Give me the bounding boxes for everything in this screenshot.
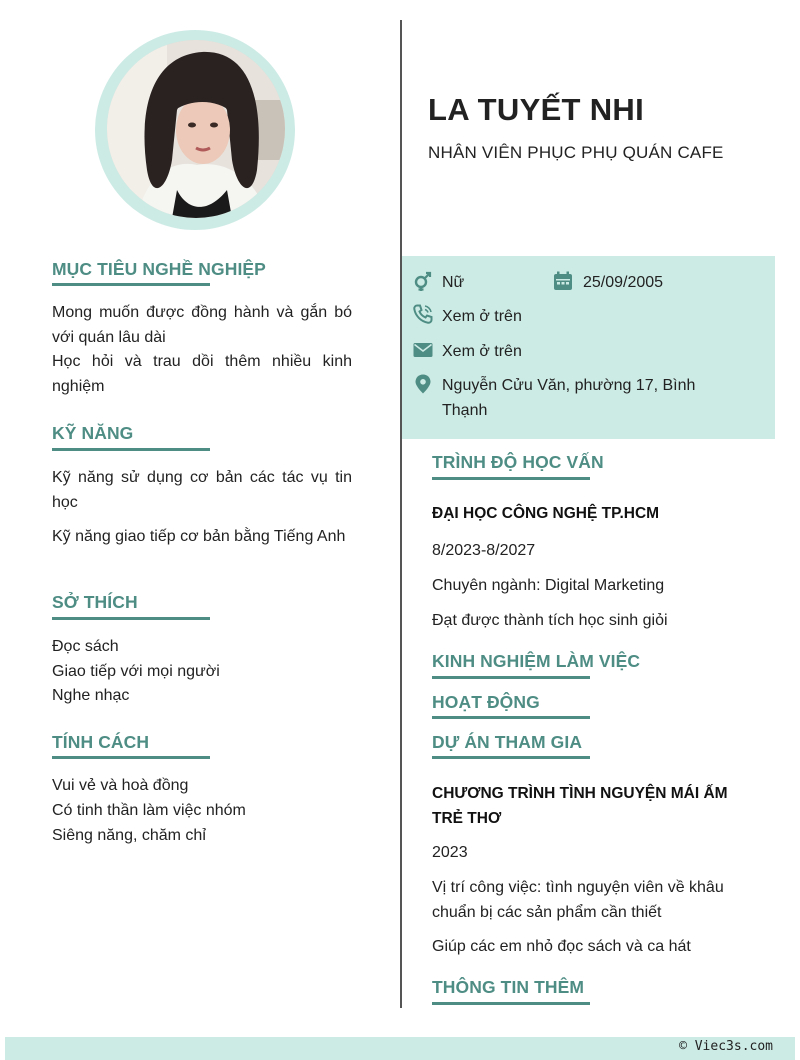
- personality-item: Có tinh thần làm việc nhóm: [52, 802, 246, 819]
- footer-bar: [5, 1037, 795, 1060]
- email-value: Xem ở trên: [442, 343, 522, 360]
- hobby-item: Nghe nhạc: [52, 687, 130, 704]
- project-position: Vị trí công việc: tình nguyện viên về khâu chuẩn bị các sản phẩm cần thiết: [432, 879, 724, 921]
- extra-info-underline: [432, 1002, 590, 1005]
- skill-item: Kỹ năng giao tiếp cơ bản bằng Tiếng Anh: [52, 528, 346, 545]
- gender-value: Nữ: [442, 274, 465, 291]
- activities-underline: [432, 716, 590, 719]
- experience-underline: [432, 676, 590, 679]
- address-value: Nguyễn Cửu Văn, phường 17, Bình Thạnh: [442, 377, 696, 419]
- hobby-item: Đọc sách: [52, 638, 119, 655]
- project-task: Giúp các em nhỏ đọc sách và ca hát: [432, 938, 691, 955]
- education-period: 8/2023-8/2027: [432, 542, 536, 559]
- email-icon: [413, 340, 433, 360]
- activities-title: HOẠT ĐỘNG: [432, 692, 540, 712]
- projects-title: DỰ ÁN THAM GIA: [432, 732, 583, 752]
- hobbies-underline: [52, 617, 210, 620]
- person-name: LA TUYẾT NHI: [428, 92, 644, 127]
- objective-underline: [52, 283, 210, 286]
- personality-underline: [52, 756, 210, 759]
- objective-title: MỤC TIÊU NGHỀ NGHIỆP: [52, 259, 266, 279]
- objective-line-2: Học hỏi và trau dồi thêm nhiều kinh nghiệm: [52, 353, 352, 395]
- education-title: TRÌNH ĐỘ HỌC VẤN: [432, 452, 604, 472]
- avatar: [107, 40, 285, 218]
- project-name: CHƯƠNG TRÌNH TÌNH NGUYỆN MÁI ẤM TRẺ THƠ: [432, 785, 728, 827]
- education-achievement: Đạt được thành tích học sinh giỏi: [432, 612, 668, 629]
- birthday-value: 25/09/2005: [583, 274, 664, 291]
- calendar-icon: [553, 271, 573, 291]
- phone-value: Xem ở trên: [442, 308, 522, 325]
- column-divider: [400, 20, 402, 1008]
- skills-underline: [52, 448, 210, 451]
- personality-title: TÍNH CÁCH: [52, 732, 150, 752]
- education-major: Chuyên ngành: Digital Marketing: [432, 577, 665, 594]
- gender-icon: [413, 271, 433, 291]
- projects-underline: [432, 756, 590, 759]
- extra-info-title: THÔNG TIN THÊM: [432, 977, 585, 997]
- phone-icon: [413, 304, 433, 324]
- objective-line-1: Mong muốn được đồng hành và gắn bó với quán lâu dài: [52, 304, 352, 346]
- avatar-photo: [107, 40, 285, 218]
- project-year: 2023: [432, 844, 468, 861]
- location-icon: [413, 374, 433, 394]
- personality-item: Vui vẻ và hoà đồng: [52, 777, 189, 794]
- experience-title: KINH NGHIỆM LÀM VIỆC: [432, 651, 641, 671]
- personality-item: Siêng năng, chăm chỉ: [52, 827, 206, 844]
- skills-title: KỸ NĂNG: [52, 423, 134, 443]
- hobbies-title: SỞ THÍCH: [52, 592, 138, 612]
- education-underline: [432, 477, 590, 480]
- job-title: NHÂN VIÊN PHỤC PHỤ QUÁN CAFE: [428, 143, 724, 162]
- skill-item: Kỹ năng sử dụng cơ bản các tác vụ tin học: [52, 469, 352, 511]
- footer-copyright[interactable]: © Viec3s.com: [679, 1039, 773, 1054]
- hobby-item: Giao tiếp với mọi người: [52, 663, 220, 680]
- school-name: ĐẠI HỌC CÔNG NGHỆ TP.HCM: [432, 505, 660, 522]
